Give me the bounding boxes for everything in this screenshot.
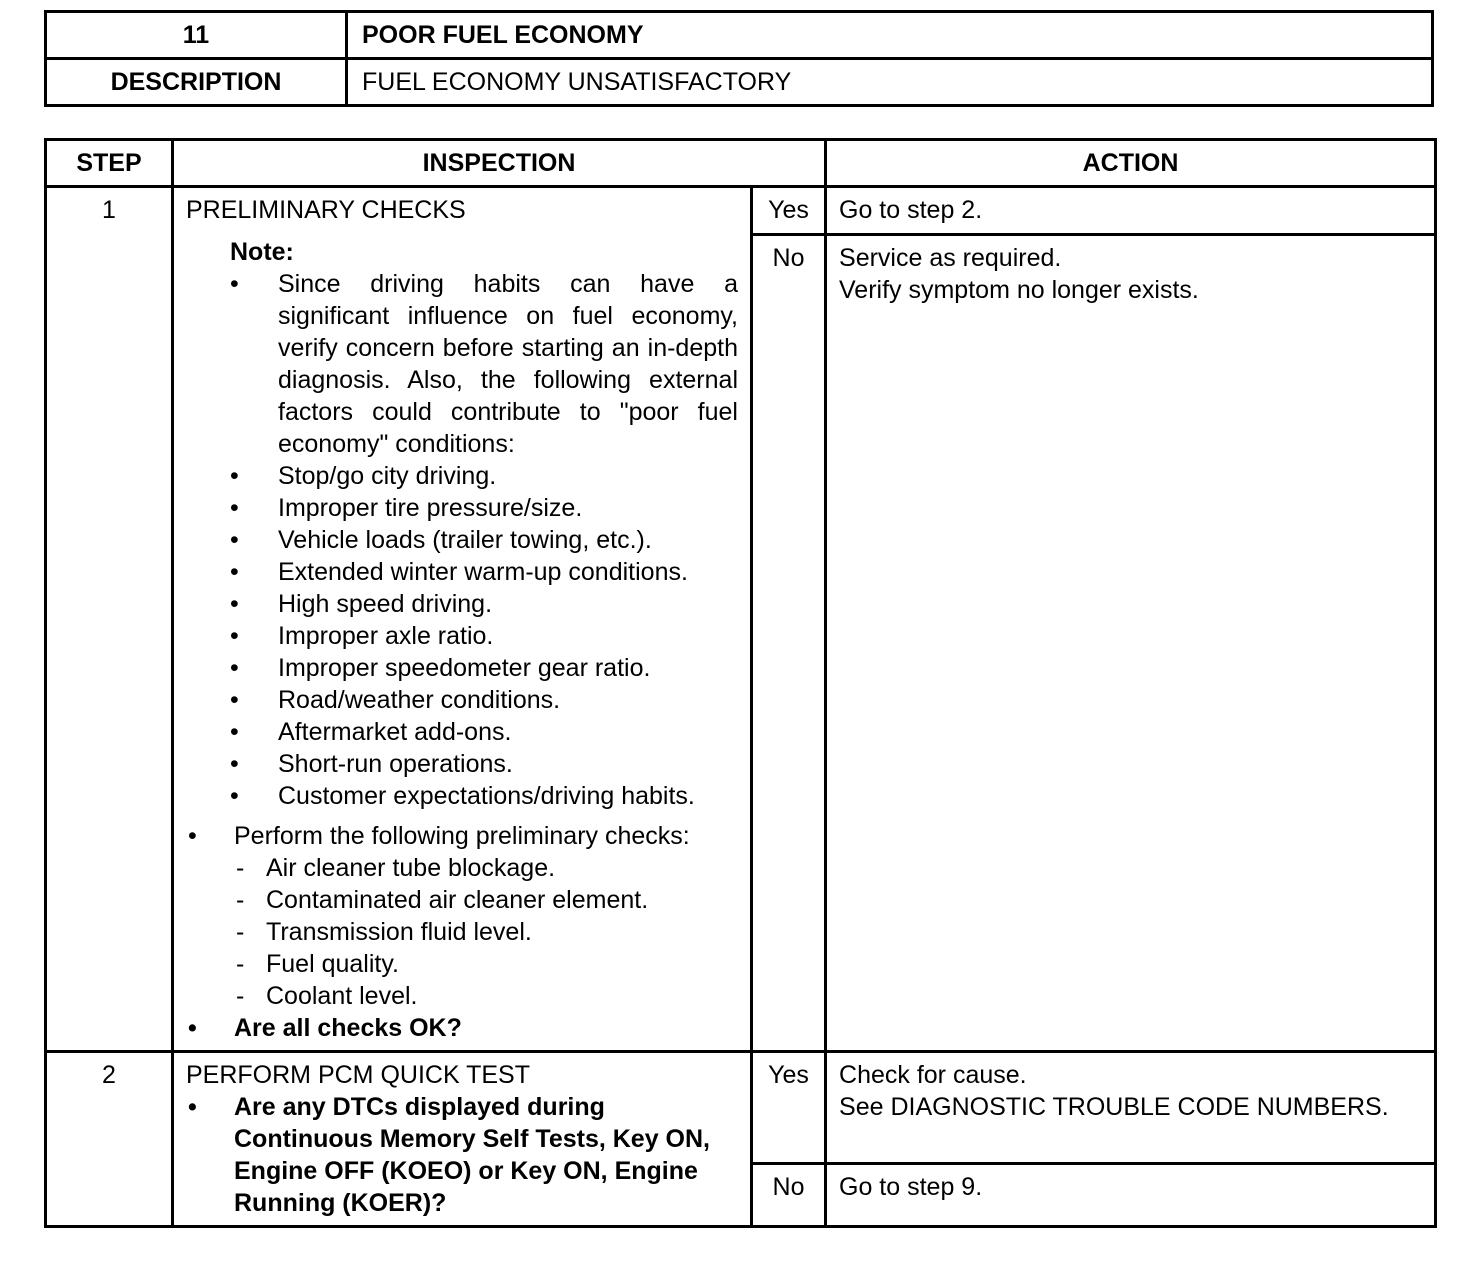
- note-item: • High speed driving.: [230, 588, 738, 620]
- description-value: FUEL ECONOMY UNSATISFACTORY: [347, 59, 1433, 106]
- step-2-yes-action: [826, 1052, 1436, 1164]
- note-item: • Road/weather conditions.: [230, 684, 738, 716]
- step-1-title: PRELIMINARY CHECKS: [186, 196, 466, 224]
- yes-action-line: See DIAGNOSTIC TROUBLE CODE NUMBERS.: [839, 1093, 1389, 1121]
- step-1-question: • Are all checks OK?: [186, 1012, 738, 1044]
- check-item: - Fuel quality.: [234, 948, 738, 980]
- step-header: STEP: [46, 140, 173, 187]
- step-2-list: [186, 1091, 738, 1219]
- step-2-yes-label: Yes: [752, 1052, 826, 1164]
- description-label: DESCRIPTION: [46, 59, 347, 106]
- step-1-note: [230, 236, 738, 812]
- note-item: • Improper axle ratio.: [230, 620, 738, 652]
- note-list: [230, 268, 738, 812]
- procedure-title: POOR FUEL ECONOMY: [347, 12, 1433, 59]
- inspection-header: INSPECTION: [173, 140, 826, 187]
- step-2-inspection: [173, 1052, 752, 1227]
- no-action-line: Verify symptom no longer exists.: [839, 276, 1199, 304]
- note-label: Note:: [230, 238, 294, 266]
- no-action-line: Service as required.: [839, 244, 1062, 272]
- note-item: • Customer expectations/driving habits.: [230, 780, 738, 812]
- note-item: • Extended winter warm-up conditions.: [230, 556, 738, 588]
- note-item: • Short-run operations.: [230, 748, 738, 780]
- step-2-number: 2: [46, 1052, 173, 1227]
- step-2-question: • Are any DTCs displayed during Continuous Memory Self Tests, Key ON, Engine OFF (KOEO) or Key ON, Engine Running (KOER)?: [186, 1091, 738, 1219]
- note-item: • Aftermarket add-ons.: [230, 716, 738, 748]
- check-item: - Transmission fluid level.: [234, 916, 738, 948]
- header-table: [44, 10, 1434, 107]
- step-2-title: PERFORM PCM QUICK TEST: [186, 1061, 531, 1089]
- note-item: • Vehicle loads (trailer towing, etc.).: [230, 524, 738, 556]
- perform-item: [186, 820, 738, 1012]
- step-1-inspection: [173, 187, 752, 1052]
- check-item: - Air cleaner tube blockage.: [234, 852, 738, 884]
- step-1-yes-action: Go to step 2.: [826, 187, 1436, 235]
- note-item: • Improper tire pressure/size.: [230, 492, 738, 524]
- checks-list: [234, 852, 738, 1012]
- action-header: ACTION: [826, 140, 1436, 187]
- step-2-no-action: Go to step 9.: [826, 1164, 1436, 1227]
- check-item: - Coolant level.: [234, 980, 738, 1012]
- step-1-no-action: [826, 235, 1436, 1052]
- diagnostic-table: [44, 138, 1437, 1228]
- step-1-number: 1: [46, 187, 173, 1052]
- step-2-no-label: No: [752, 1164, 826, 1227]
- note-item: • Since driving habits can have a significant influence on fuel economy, verify concern before starting an in-depth diagnosis. Also, the following external factors could contribute to "poor fuel economy" conditions:: [230, 268, 738, 460]
- note-item: • Stop/go city driving.: [230, 460, 738, 492]
- perform-list: [186, 820, 738, 1044]
- perform-label: Perform the following preliminary checks:: [234, 822, 690, 850]
- yes-action-line: Check for cause.: [839, 1061, 1027, 1089]
- step-1-no-label: No: [752, 235, 826, 1052]
- note-item: • Improper speedometer gear ratio.: [230, 652, 738, 684]
- procedure-number: 11: [46, 12, 347, 59]
- step-1-yes-label: Yes: [752, 187, 826, 235]
- check-item: - Contaminated air cleaner element.: [234, 884, 738, 916]
